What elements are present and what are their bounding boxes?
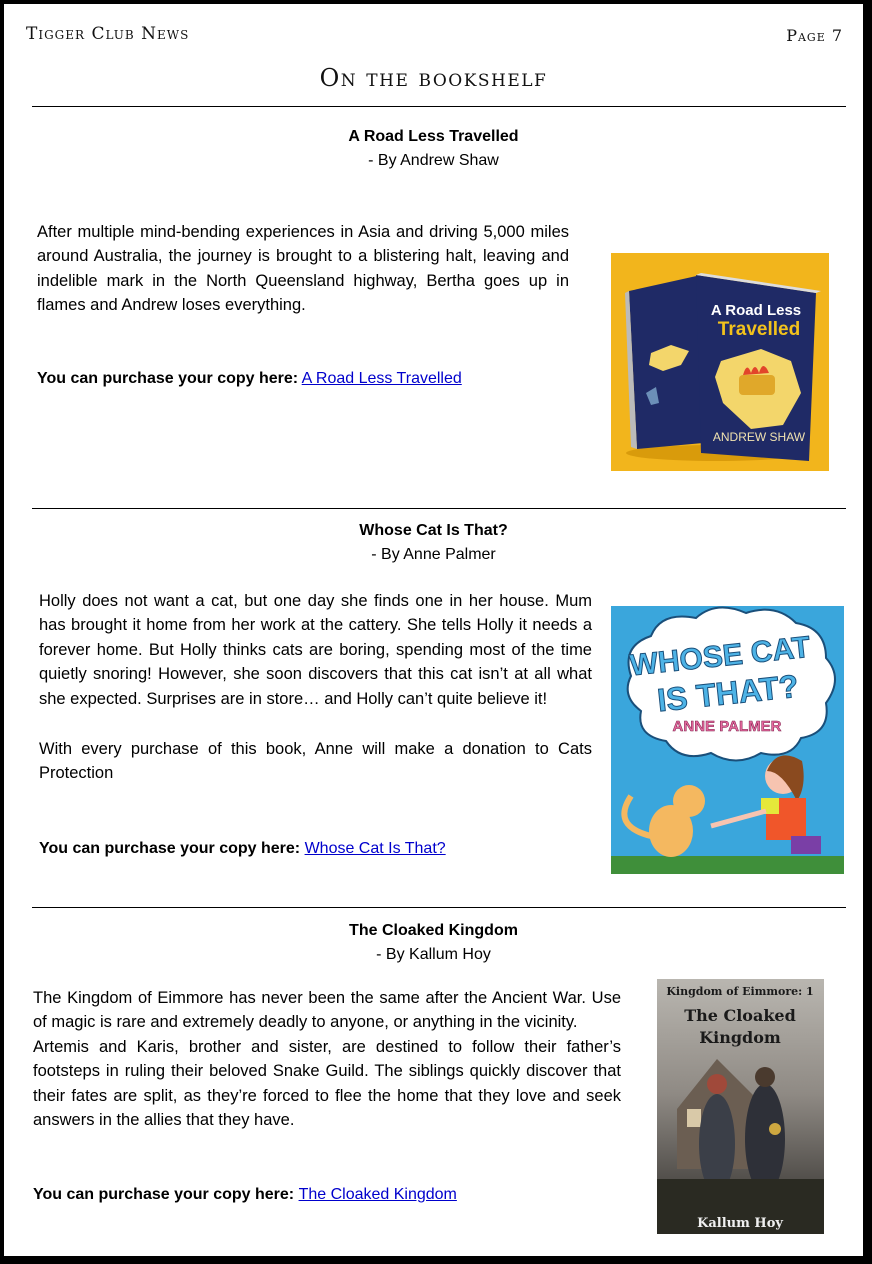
book-description	[33, 986, 621, 1132]
description-paragraph: With every purchase of this book, Anne will make a donation to Cats Protection	[39, 740, 592, 783]
svg-text:Travelled: Travelled	[717, 319, 801, 340]
book-title: Whose Cat Is That?	[359, 522, 508, 539]
description-paragraph: Artemis and Karis, brother and sister, are destined to follow their father’s footsteps in ruling their beloved Snake Guild. The siblings quickly discover that their fates are split, as they’re forced to flee the home that they love and seek answers in the allies that they have.	[33, 1037, 621, 1130]
book-author: - By Anne Palmer	[371, 546, 496, 563]
book-title: The Cloaked Kingdom	[349, 922, 518, 939]
svg-text:ANDREW SHAW: ANDREW SHAW	[712, 430, 806, 444]
book-cover-road-less-travelled	[611, 253, 829, 471]
book-description	[37, 220, 569, 318]
divider	[32, 907, 846, 908]
purchase-link-cloaked-kingdom[interactable]: The Cloaked Kingdom	[298, 1186, 457, 1203]
svg-text:IS THAT?: IS THAT?	[655, 667, 801, 719]
purchase-label: You can purchase your copy here:	[39, 840, 301, 857]
book-description	[39, 589, 592, 786]
purchase-line	[37, 370, 462, 388]
divider	[32, 508, 846, 509]
purchase-label: You can purchase your copy here:	[33, 1186, 299, 1203]
svg-text:Kingdom: Kingdom	[699, 1028, 781, 1047]
purchase-line	[33, 1186, 457, 1204]
svg-text:ANNE PALMER: ANNE PALMER	[672, 718, 782, 735]
svg-text:Kallum Hoy: Kallum Hoy	[697, 1216, 783, 1231]
book-cover-cloaked-kingdom	[657, 979, 824, 1234]
description-paragraph: The Kingdom of Eimmore has never been the same after the Ancient War. Use of magic is rare and extremely deadly to anyone, or anything in the vicinity.	[33, 989, 621, 1032]
book-author: - By Andrew Shaw	[368, 152, 499, 169]
divider	[32, 106, 846, 107]
svg-text:Kingdom of Eimmore: 1: Kingdom of Eimmore: 1	[666, 985, 814, 998]
purchase-link-whose-cat-is-that[interactable]: Whose Cat Is That?	[304, 840, 446, 857]
svg-text:The Cloaked: The Cloaked	[684, 1006, 796, 1025]
purchase-line	[39, 840, 446, 858]
book-author: - By Kallum Hoy	[376, 946, 491, 963]
purchase-label: You can purchase your copy here:	[37, 370, 299, 387]
book-cover-whose-cat-is-that	[611, 606, 844, 874]
description-paragraph: After multiple mind-bending experiences in Asia and driving 5,000 miles around Australia, the journey is brought to a blistering halt, leaving and indelible mark in the North Queensland highway, Bertha goes up in flames and Andrew loses everything.	[37, 223, 569, 315]
page-title: On the bookshelf	[319, 64, 548, 92]
page-number: Page 7	[786, 26, 843, 45]
description-paragraph: Holly does not want a cat, but one day she finds one in her house. Mum has brought it home from her work at the cattery. She tells Holly it needs a forever home. But Holly thinks cats are boring, spending most of the time quietly snoring! However, she soon discovers that this cat isn’t at all what she expected. Surprises are in store… and Holly can’t quite believe it!	[39, 592, 592, 708]
book-title: A Road Less Travelled	[348, 128, 519, 145]
publication-name: Tigger Club News	[26, 24, 190, 44]
svg-text:A Road Less: A Road Less	[710, 302, 802, 319]
svg-text:WHOSE CAT: WHOSE CAT	[628, 630, 812, 683]
newsletter-page	[4, 4, 865, 1256]
purchase-link-road-less-travelled[interactable]: A Road Less Travelled	[301, 370, 462, 387]
